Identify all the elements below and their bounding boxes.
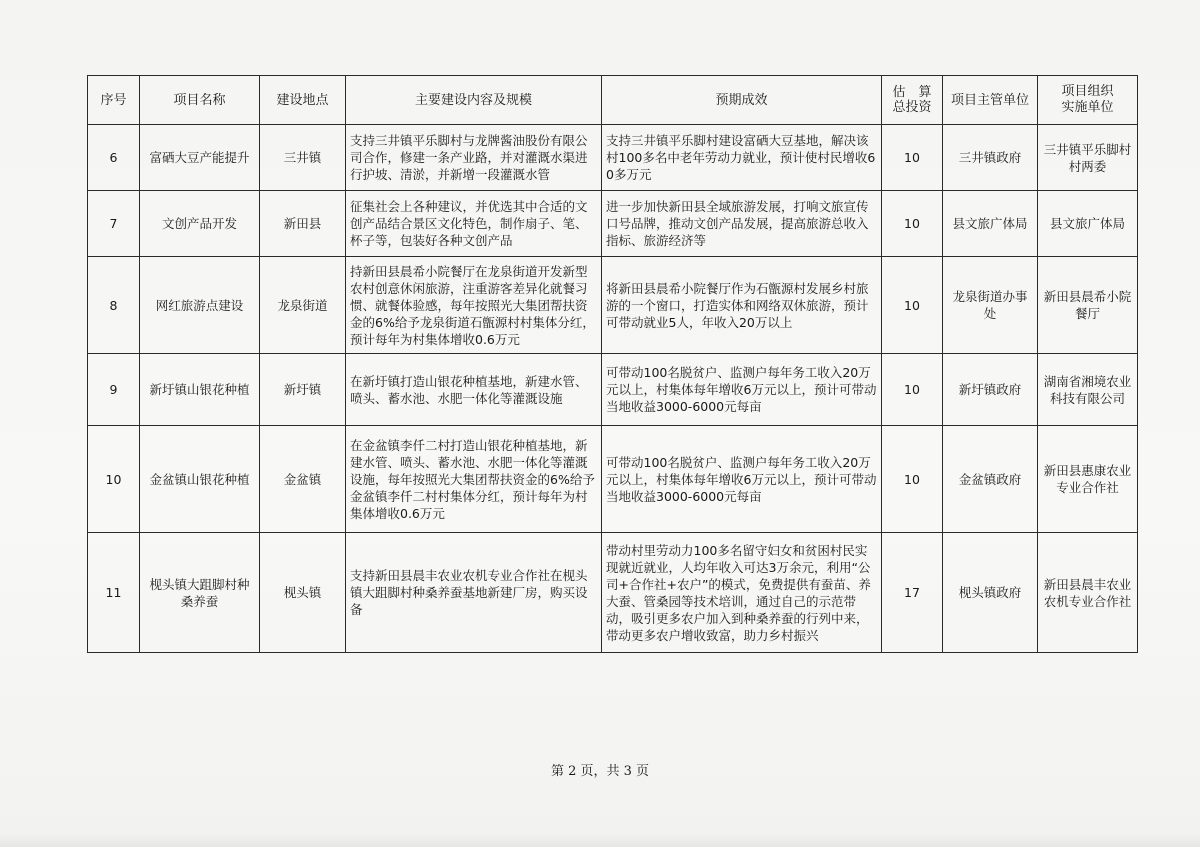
header-cell-implementer: 项目组织 实施单位 [1038, 76, 1138, 125]
cell-no: 10 [88, 426, 140, 533]
cell-content: 支持新田县晨丰农业农机专业合作社在枧头镇大跙脚村种桑养蚕基地新建厂房，购买设备 [346, 533, 602, 653]
header-cell-authority: 项目主管单位 [943, 76, 1038, 125]
cell-investment: 10 [882, 125, 943, 191]
cell-implementer: 县文旅广体局 [1038, 191, 1138, 257]
page-number-text: 第 2 页，共 3 页 [550, 764, 650, 779]
cell-authority: 新圩镇政府 [943, 354, 1038, 426]
header-cell-no: 序号 [88, 76, 140, 125]
cell-effect: 可带动100名脱贫户、监测户每年务工收入20万元以上，村集体每年增收6万元以上，预计可带动当地收益3000-6000元每亩 [602, 354, 882, 426]
cell-content: 在新圩镇打造山银花种植基地，新建水管、喷头、蓄水池、水肥一体化等灌溉设施 [346, 354, 602, 426]
cell-location: 三井镇 [260, 125, 346, 191]
cell-no: 11 [88, 533, 140, 653]
cell-name: 网红旅游点建设 [140, 257, 260, 354]
cell-effect: 进一步加快新田县全域旅游发展，打响文旅宣传口号品牌，推动文创产品发展，提高旅游总收入指标、旅游经济等 [602, 191, 882, 257]
cell-authority: 县文旅广体局 [943, 191, 1038, 257]
cell-no: 9 [88, 354, 140, 426]
cell-name: 枧头镇大跙脚村种桑养蚕 [140, 533, 260, 653]
table-row [88, 191, 1138, 257]
cell-location: 龙泉街道 [260, 257, 346, 354]
cell-content: 支持三井镇平乐脚村与龙牌酱油股份有限公司合作，修建一条产业路，并对灌溉水渠进行护坡、清淤，并新增一段灌溉水管 [346, 125, 602, 191]
cell-investment: 17 [882, 533, 943, 653]
cell-name: 文创产品开发 [140, 191, 260, 257]
header-cell-investment: 估 算 总投资 [882, 76, 943, 125]
cell-implementer: 新田县晨丰农业农机专业合作社 [1038, 533, 1138, 653]
cell-investment: 10 [882, 191, 943, 257]
cell-content: 在金盆镇李仟二村打造山银花种植基地，新建水管、喷头、蓄水池、水肥一体化等灌溉设施，每年按照光大集团帮扶资金的6%给予金盆镇李仟二村村集体分红，预计每年为村集体增收0.6万元 [346, 426, 602, 533]
cell-investment: 10 [882, 426, 943, 533]
cell-authority: 枧头镇政府 [943, 533, 1038, 653]
cell-location: 枧头镇 [260, 533, 346, 653]
cell-location: 新圩镇 [260, 354, 346, 426]
page-footer [0, 760, 1200, 779]
cell-location: 金盆镇 [260, 426, 346, 533]
cell-authority: 三井镇政府 [943, 125, 1038, 191]
cell-authority: 龙泉街道办事处 [943, 257, 1038, 354]
header-cell-effect: 预期成效 [602, 76, 882, 125]
header-cell-location: 建设地点 [260, 76, 346, 125]
cell-no: 6 [88, 125, 140, 191]
cell-name: 新圩镇山银花种植 [140, 354, 260, 426]
scan-edge-shadow [0, 833, 1200, 847]
cell-implementer: 湖南省湘境农业科技有限公司 [1038, 354, 1138, 426]
cell-name: 富硒大豆产能提升 [140, 125, 260, 191]
cell-effect: 支持三井镇平乐脚村建设富硒大豆基地，解决该村100多名中老年劳动力就业，预计使村民增收60多万元 [602, 125, 882, 191]
cell-implementer: 新田县惠康农业专业合作社 [1038, 426, 1138, 533]
cell-content: 持新田县晨希小院餐厅在龙泉街道开发新型农村创意休闲旅游，注重游客差异化就餐习惯、就餐体验感，每年按照光大集团帮扶资金的6%给予龙泉街道石甑源村村集体分红，预计每年为村集体增收0.6万元 [346, 257, 602, 354]
cell-content: 征集社会上各种建议，并优选其中合适的文创产品结合景区文化特色，制作扇子、笔、杯子等，包装好各种文创产品 [346, 191, 602, 257]
table-row [88, 426, 1138, 533]
cell-authority: 金盆镇政府 [943, 426, 1038, 533]
header-cell-name: 项目名称 [140, 76, 260, 125]
cell-effect: 可带动100名脱贫户、监测户每年务工收入20万元以上，村集体每年增收6万元以上，预计可带动当地收益3000-6000元每亩 [602, 426, 882, 533]
table-row [88, 354, 1138, 426]
table-row [88, 533, 1138, 653]
header-row [88, 76, 1138, 125]
header-cell-content: 主要建设内容及规模 [346, 76, 602, 125]
cell-no: 7 [88, 191, 140, 257]
project-table [87, 75, 1138, 653]
cell-implementer: 三井镇平乐脚村村两委 [1038, 125, 1138, 191]
cell-no: 8 [88, 257, 140, 354]
cell-effect: 带动村里劳动力100多名留守妇女和贫困村民实现就近就业，人均年收入可达3万余元，利用“公司+合作社+农户”的模式，免费提供有蚕苗、养大蚕、管桑园等技术培训，通过自己的示范带动，吸引更多农户加入到种桑养蚕的行列中来，带动更多农户增收致富，助力乡村振兴 [602, 533, 882, 653]
cell-investment: 10 [882, 354, 943, 426]
cell-location: 新田县 [260, 191, 346, 257]
cell-effect: 将新田县晨希小院餐厅作为石甑源村发展乡村旅游的一个窗口，打造实体和网络双休旅游，预计可带动就业5人，年收入20万以上 [602, 257, 882, 354]
table-row [88, 257, 1138, 354]
cell-implementer: 新田县晨希小院餐厅 [1038, 257, 1138, 354]
cell-investment: 10 [882, 257, 943, 354]
table-row [88, 125, 1138, 191]
cell-name: 金盆镇山银花种植 [140, 426, 260, 533]
